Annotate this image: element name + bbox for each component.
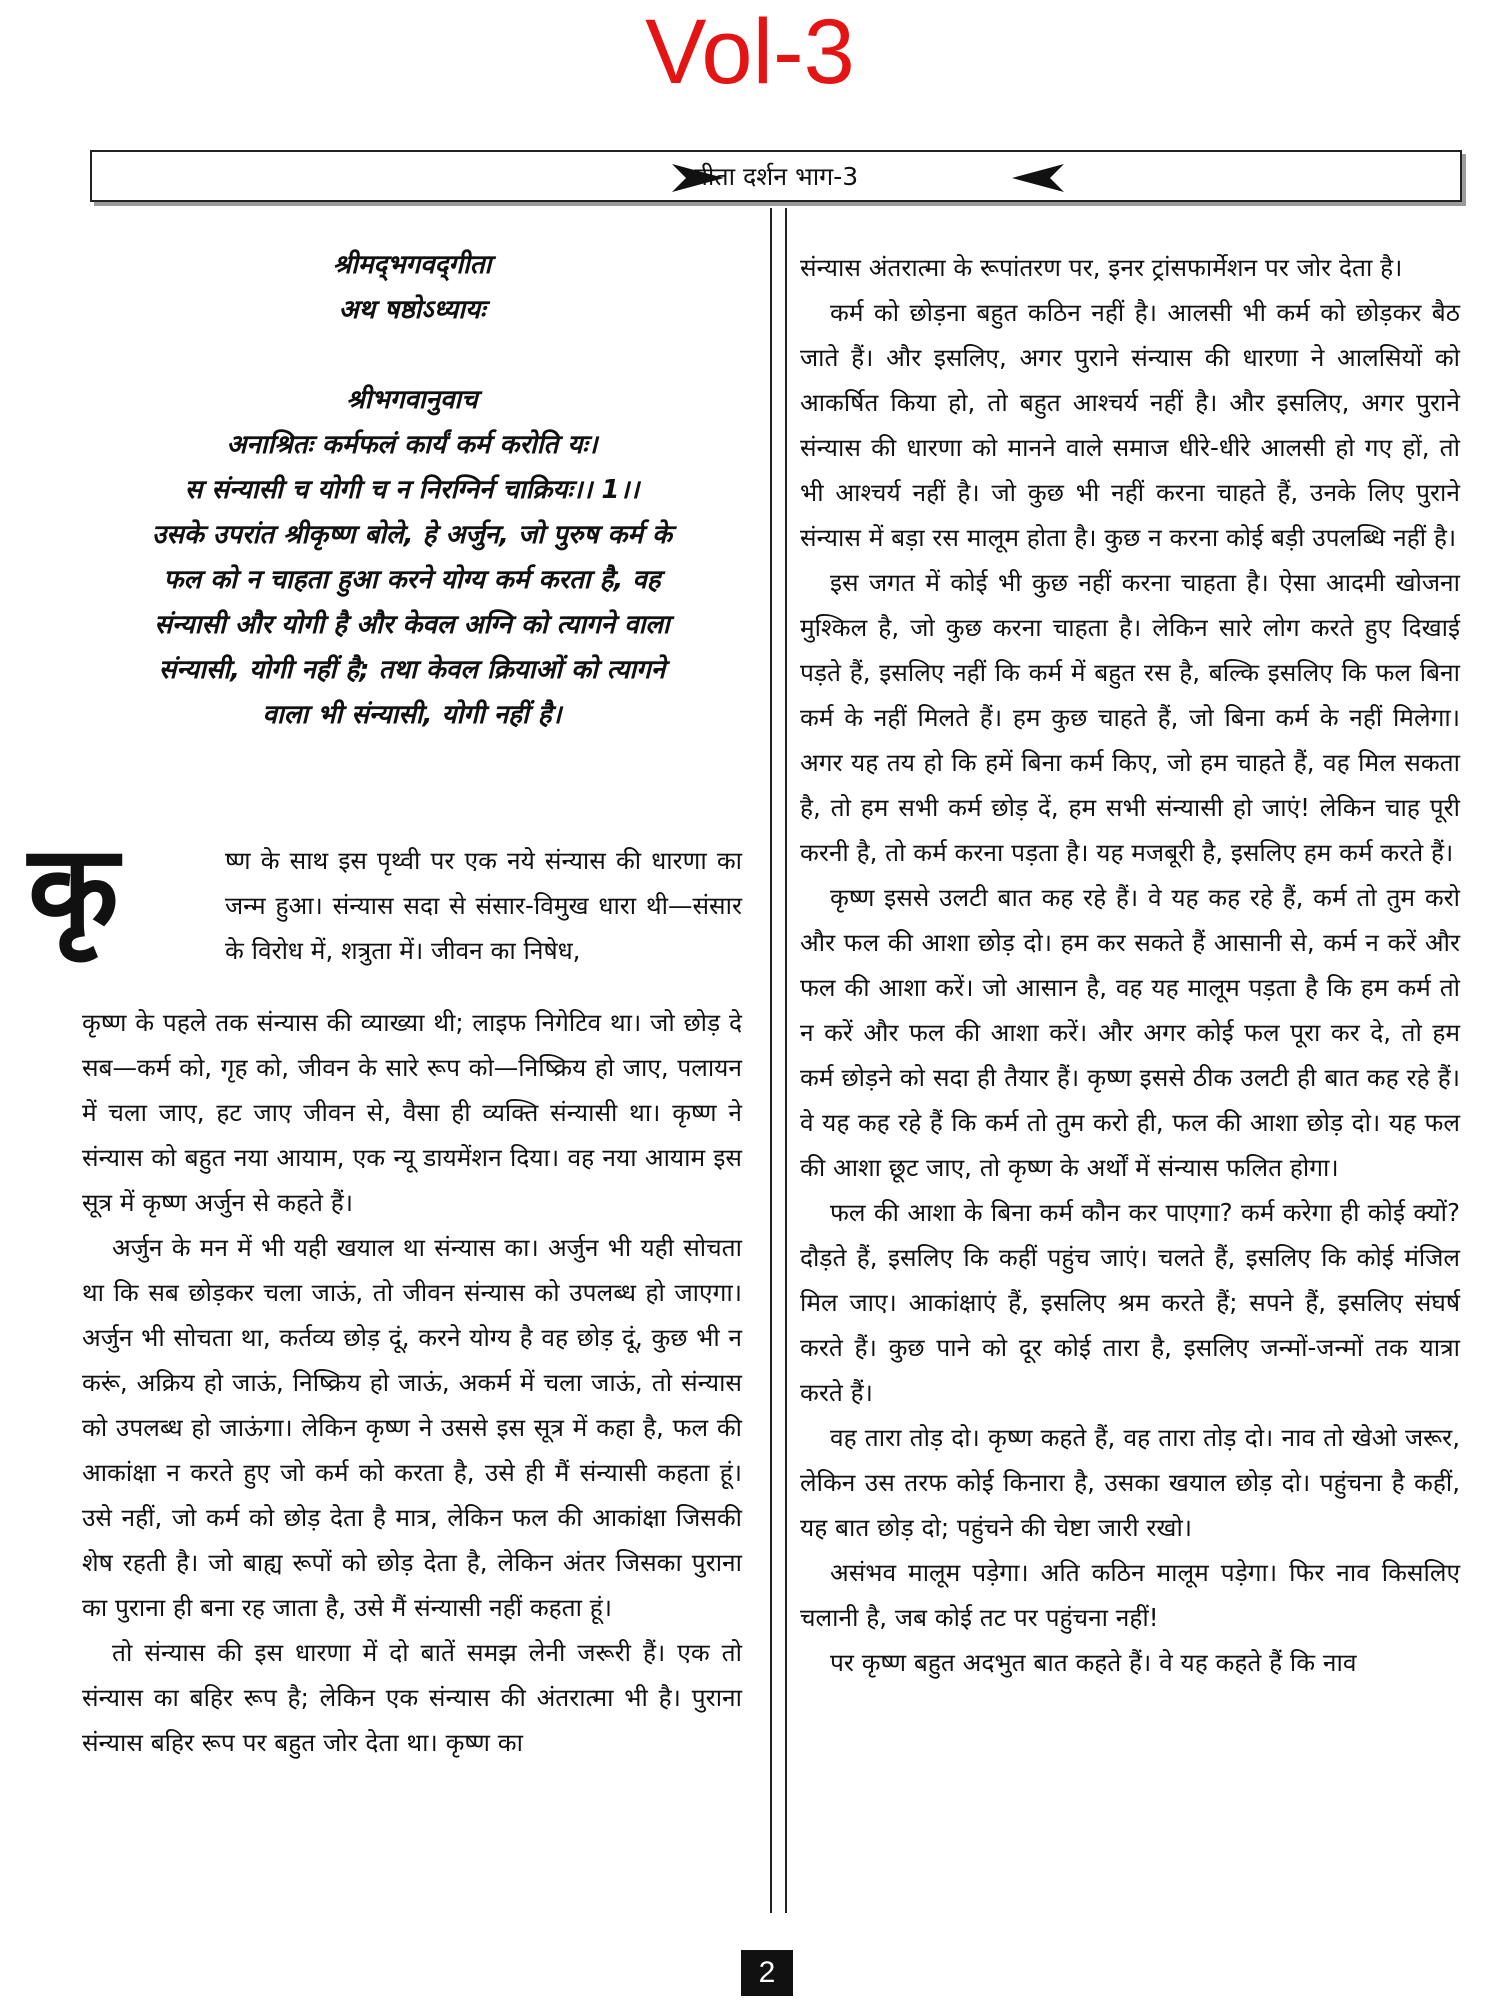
left-column bbox=[82, 1000, 742, 1765]
paragraph: इस जगत में कोई भी कुछ नहीं करना चाहता है। ऐसा आदमी खोजना मुश्किल है, जो कुछ करना चाहता है। लेकिन सारे लोग करते हुए दिखाई पड़ते हैं, इसलिए नहीं कि कर्म में बहुत रस है, बल्कि इसलिए कि फल बिना कर्म के नहीं मिलते हैं। हम कुछ चाहते हैं, जो बिना कर्म के नहीं मिलेगा। अगर यह तय हो कि हमें बिना कर्म किए, जो हम चाहते हैं, वह मिल सकता है, तो हम सभी कर्म छोड़ दें, हम सभी संन्यासी हो जाएं! लेकिन चाह पूरी करनी है, तो कर्म करना पड़ता है। यह मजबूरी है, इसलिए हम कर्म करते हैं। bbox=[800, 568, 1460, 867]
sanskrit-line-2: स संन्यासी च योगी च न निरग्निर्न चाक्रियः।। 1।। bbox=[184, 475, 640, 505]
paragraph: पर कृष्ण बहुत अदभुत बात कहते हैं। वे यह कहते हैं कि नाव bbox=[830, 1648, 1357, 1677]
speaker-line: श्रीभगवानुवाच bbox=[346, 385, 478, 415]
translation-line: संन्यासी, योगी नहीं है; तथा केवल क्रियाओं को त्यागने bbox=[158, 655, 666, 685]
paragraph: कृष्ण के पहले तक संन्यास की व्याख्या थी; लाइफ निगेटिव था। जो छोड़ दे सब—कर्म को, गृह को, जीवन के सारे रूप को—निष्क्रिय हो जाए, पलायन में चला जाए, हट जाए जीवन से, वैसा ही व्यक्ति संन्यासी था। कृष्ण ने संन्यास को बहुत नया आयाम, एक न्यू डायमेंशन दिया। वह नया आयाम इस सूत्र में कृष्ण अर्जुन से कहते हैं। bbox=[82, 1008, 742, 1217]
paragraph: तो संन्यास की इस धारणा में दो बातें समझ लेनी जरूरी हैं। एक तो संन्यास का बहिर रूप है; लेकिन एक संन्यास की अंतरात्मा भी है। पुराना संन्यास बहिर रूप पर बहुत जोर देता था। कृष्ण का bbox=[82, 1638, 742, 1757]
paragraph: कृष्ण इससे उलटी बात कह रहे हैं। वे यह कह रहे हैं, कर्म तो तुम करो और फल की आशा छोड़ दो। हम कर सकते हैं आसानी से, कर्म न करें और फल की आशा करें। जो आसान है, वह यह मालूम पड़ता है कि हम कर्म तो न करें और फल की आशा करें। और अगर कोई फल पूरा कर दे, तो हम कर्म छोड़ने को सदा ही तैयार हैं। कृष्ण इससे ठीक उलटी ही बात कह रहे हैं। वे यह कह रहे हैं कि कर्म तो तुम करो ही, फल की आशा छोड़ दो। यह फल की आशा छूट जाए, तो कृष्ण के अर्थों में संन्यास फलित होगा। bbox=[800, 883, 1460, 1182]
scripture-title: श्रीमद्‌भगवद्‌गीता bbox=[332, 250, 492, 280]
translation-line: फल को न चाहता हुआ करने योग्य कर्म करता है, वह bbox=[163, 565, 661, 595]
translation-line: उसके उपरांत श्रीकृष्ण बोले, हे अर्जुन, जो पुरुष कर्म के bbox=[152, 520, 672, 550]
paragraph: फल की आशा के बिना कर्म कौन कर पाएगा? कर्म करेगा ही कोई क्यों? दौड़ते हैं, इसलिए कि कहीं पहुंच जाएं। चलते हैं, इसलिए कि कोई मंजिल मिल जाए। आकांक्षाएं हैं, इसलिए श्रम करते हैं; सपने हैं, इसलिए संघर्ष करते हैं। कुछ पाने को दूर कोई तारा है, इसलिए जन्मों-जन्मों तक यात्रा करते हैं। bbox=[800, 1198, 1460, 1407]
header-title: गीता दर्शन भाग-3 bbox=[693, 162, 859, 191]
column-divider bbox=[770, 208, 787, 1913]
sanskrit-line-1: अनाश्रितः कर्मफलं कार्यं कर्म करोति यः। bbox=[226, 430, 598, 460]
translation-line: संन्यासी और योगी है और केवल अग्नि को त्यागने वाला bbox=[154, 610, 670, 640]
paragraph: असंभव मालूम पड़ेगा। अति कठिन मालूम पड़ेगा। फिर नाव किसलिए चलानी है, जब कोई तट पर पहुंचना नहीं! bbox=[800, 1558, 1460, 1632]
volume-label: Vol-3 bbox=[645, 1, 855, 103]
opening-lines: ष्ण के साथ इस पृथ्वी पर एक नये संन्यास की धारणा का जन्म हुआ। संन्यास सदा से संसार-विमुख धारा थी—संसार के विरोध में, शत्रुता में। जीवन का निषेध, bbox=[225, 846, 742, 965]
right-column bbox=[800, 245, 1460, 1685]
page-number: 2 bbox=[741, 1950, 793, 1996]
running-header bbox=[90, 150, 1462, 202]
chapter-title: अथ षष्ठोऽध्यायः bbox=[338, 295, 486, 325]
paragraph: अर्जुन के मन में भी यही खयाल था संन्यास का। अर्जुन भी यही सोचता था कि सब छोड़कर चला जाऊं, तो जीवन संन्यास को उपलब्ध हो जाएगा। अर्जुन भी सोचता था, कर्तव्य छोड़ दूं, करने योग्य है वह छोड़ दूं, कुछ भी न करूं, अक्रिय हो जाऊं, निष्क्रिय हो जाऊं, अकर्म में चला जाऊं, तो संन्यास को उपलब्ध हो जाऊंगा। लेकिन कृष्ण ने उससे इस सूत्र में कहा है, फल की आकांक्षा न करते हुए जो कर्म को करता है, उसे ही मैं संन्यासी कहता हूं। उसे नहीं, जो कर्म को छोड़ देता है मात्र, लेकिन फल की आकांक्षा जिसकी शेष रहती है। जो बाह्य रूपों को छोड़ देता है, लेकिन अंतर जिसका पुराना का पुराना ही बना रह जाता है, उसे मैं संन्यासी नहीं कहता हूं। bbox=[82, 1233, 742, 1622]
paragraph: कर्म को छोड़ना बहुत कठिन नहीं है। आलसी भी कर्म को छोड़कर बैठ जाते हैं। और इसलिए, अगर पुराने संन्यास की धारणा ने आलसियों को आकर्षित किया हो, तो बहुत आश्चर्य नहीं है। और इसलिए, अगर पुराने संन्यास की धारणा को मानने वाले समाज धीरे-धीरे आलसी हो गए हों, तो भी आश्चर्य नहीं है। जो कुछ भी नहीं करना चाहते हैं, उनके लिए पुराने संन्यास में बड़ा रस मालूम होता है। कुछ न करना कोई बड़ी उपलब्धि नहीं है। bbox=[800, 298, 1460, 552]
arrow-left-icon bbox=[1010, 162, 1066, 194]
drop-cap: कृ bbox=[28, 819, 119, 957]
paragraph: वह तारा तोड़ दो। कृष्ण कहते हैं, वह तारा तोड़ दो। नाव तो खेओ जरूर, लेकिन उस तरफ कोई किनारा है, उसका खयाल छोड़ दो। पहुंचना है कहीं, यह बात छोड़ दो; पहुंचने की चेष्टा जारी रखो। bbox=[800, 1423, 1460, 1542]
translation-line: वाला भी संन्यासी, योगी नहीं है। bbox=[262, 700, 562, 730]
paragraph: संन्यास अंतरात्मा के रूपांतरण पर, इनर ट्रांसफार्मेशन पर जोर देता है। bbox=[800, 253, 1403, 282]
verse-block bbox=[82, 243, 742, 738]
